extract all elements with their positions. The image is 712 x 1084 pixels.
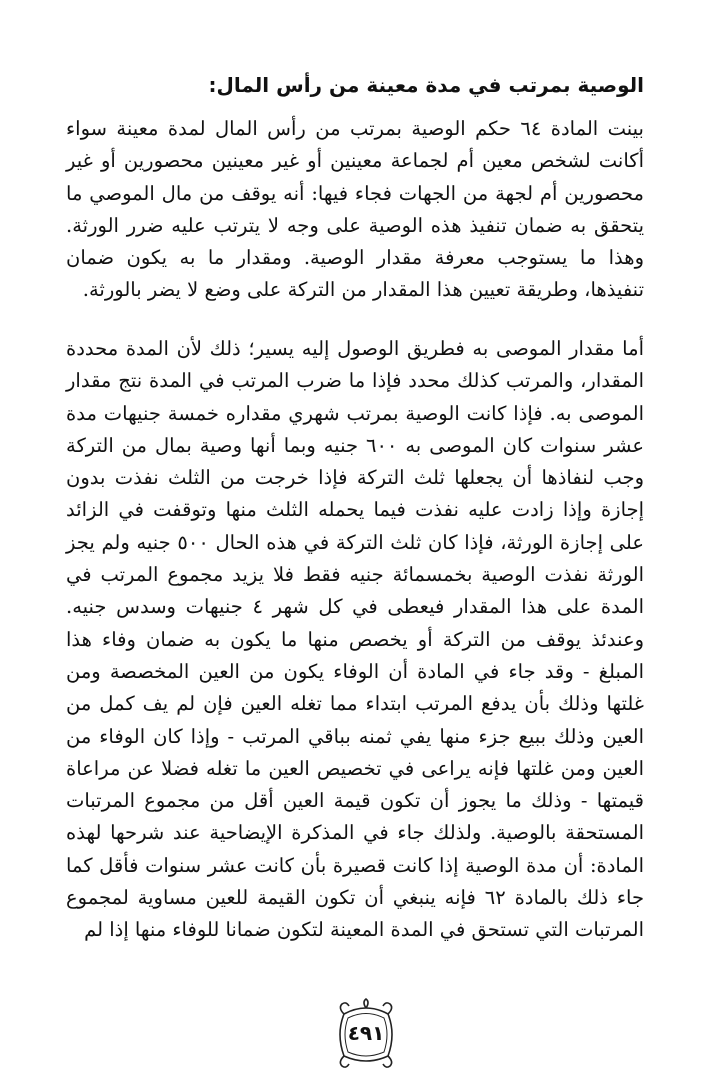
- paragraph: بينت المادة ٦٤ حكم الوصية بمرتب من رأس المال لمدة معينة سواء أكانت لشخص معين أم لجماعة معينين أو غير معينين محصورين أو غير محصورين أم لجهة من الجهات فجاء فيها: أنه يوقف من مال الموصي ما يتحقق به ضمان تنفيذ هذه الوصية على وجه لا يترتب عليه ضرر الورثة. وهذا ما يستوجب معرفة مقدار الوصية. ومقدار ما به يكون ضمان تنفيذها، وطريقة تعيين هذا المقدار من التركة على وضع لا يضر بالورثة.: [66, 117, 644, 302]
- page-number: ٤٩١: [347, 1021, 385, 1045]
- section-heading: الوصية بمرتب في مدة معينة من رأس المال:: [208, 73, 644, 97]
- paragraph: أما مقدار الموصى به فطريق الوصول إليه يسير؛ ذلك لأن المدة محددة المقدار، والمرتب كذلك محدد فإذا ما ضرب المرتب في المدة نتج مقدار الموصى به. فإذا كانت الوصية بمرتب شهري مقداره خمسة جنيهات مدة عشر سنوات كان الموصى به ٦٠٠ جنيه وبما أنها وصية بمال من التركة وجب لنفاذها أن يجعلها ثلث التركة فإذا خرجت من الثلث نفذت بدون إجازة وإذا زادت عليه نفذت فيما يحمله الثلث منها وتوقفت في الزائد على إجازة الورثة، فإذا كان ثلث التركة في هذه الحال ٥٠٠ جنيه ولم يجز الورثة نفذت الوصية بخمسمائة جنيه فقط فلا يزيد مجموع المرتب في المدة على هذا المقدار فيعطى في كل شهر ٤ جنيهات وسدس جنيه. وعندئذ يوقف من التركة أو يخصص منها ما يكون به ضمان وفاء هذا المبلغ - وقد جاء في المادة أن الوفاء يكون من العين المخصصة ومن غلتها وذلك بأن يدفع المرتب ابتداء مما تغله العين فإن لم يف كمل من العين وذلك ببيع جزء منها يفي ثمنه بباقي المرتب - وإذا كان الوفاء من العين ومن غلتها فإنه يراعى في تخصيص العين ما تغله فضلا عن مراعاة قيمتها - وذلك ما يجوز أن تكون قيمة العين أقل من مجموع المرتبات المستحقة بالوصية. ولذلك جاء في المذكرة الإيضاحية عند شرحها لهذه المادة: أن مدة الوصية إذا كانت قصيرة بأن كانت عشر سنوات فأقل كما جاء ذلك بالمادة ٦٢ فإنه ينبغي أن تكون القيمة للعين مساوية لمجموع المرتبات التي تستحق في المدة المعينة لتكون ضمانا للوفاء منها إذا لم: [66, 337, 645, 942]
